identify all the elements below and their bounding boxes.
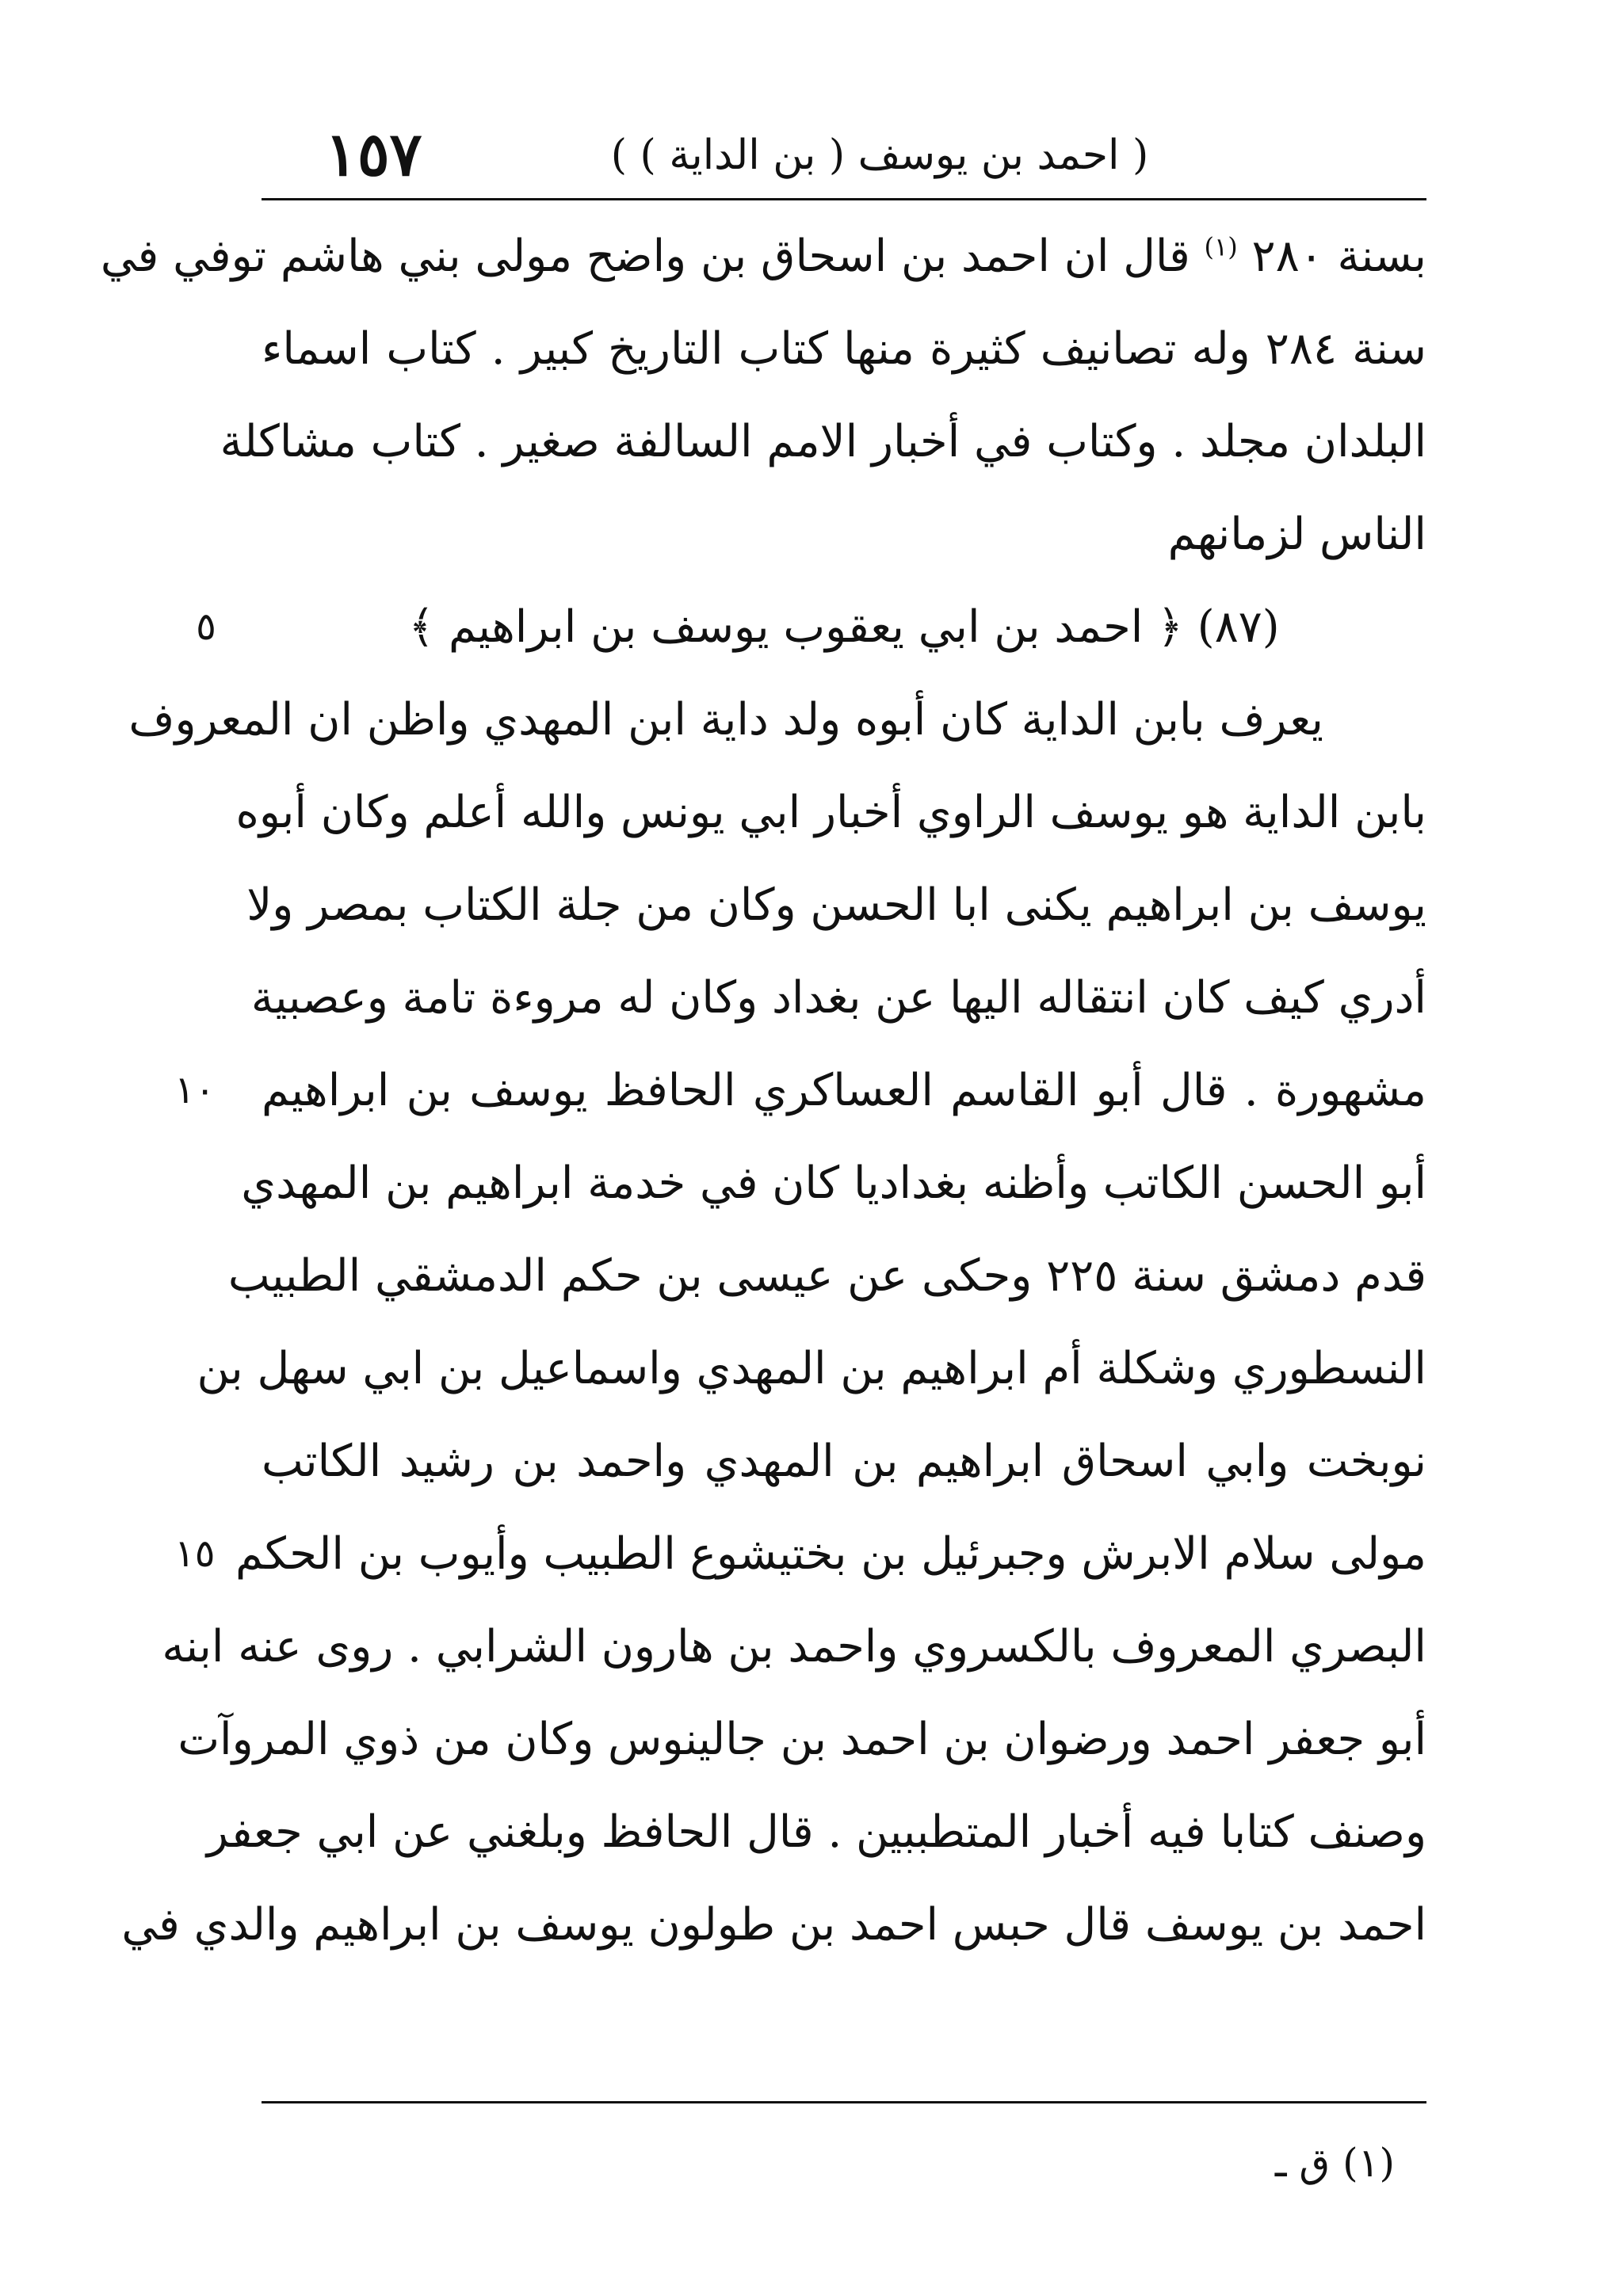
- line-text: يوسف بن ابراهيم يكنى ابا الحسن وكان من جلة الكتاب بمصر ولا: [246, 879, 1426, 931]
- body-text: [100, 210, 1426, 1971]
- entry-heading: [196, 581, 1426, 673]
- page-header: [262, 119, 1426, 190]
- header-rule: [262, 198, 1426, 200]
- line-text: يعرف بابن الداية كان أبوه ولد داية ابن المهدي واظن ان المعروف: [128, 694, 1323, 746]
- footnote: (١) ق ـ: [1274, 2140, 1395, 2186]
- text-line: [246, 859, 1426, 952]
- text-line: [262, 303, 1426, 395]
- line-text: الناس لزمانهم: [1167, 509, 1426, 560]
- line-text: (٨٧) ﴿ احمد بن ابي يعقوب يوسف بن ابراهيم ﴾: [408, 601, 1280, 653]
- text-line: [220, 395, 1426, 488]
- text-line: [128, 673, 1426, 766]
- line-text: بابن الداية هو يوسف الراوي أخبار ابي يونس والله أعلم وكان أبوه: [235, 787, 1426, 838]
- line-text: النسطوري وشكلة أم ابراهيم بن المهدي واسماعيل بن ابي سهل بن: [197, 1343, 1426, 1394]
- line-text: أبو جعفر احمد ورضوان بن احمد بن جالينوس وكان من ذوي المروآت: [178, 1714, 1426, 1765]
- line-text: البصري المعروف بالكسروي واحمد بن هارون الشرابي . روى عنه ابنه: [162, 1621, 1426, 1672]
- text-line: [262, 488, 1426, 581]
- line-text: قدم دمشق سنة ٢٢٥ وحكى عن عيسى بن حكم الدمشقي الطبيب: [227, 1250, 1426, 1302]
- line-text: مشهورة . قال أبو القاسم العساكري الحافظ يوسف بن ابراهيم: [262, 1065, 1426, 1116]
- line-text: أبو الحسن الكاتب وأظنه بغداديا كان في خدمة ابراهيم بن المهدي: [241, 1158, 1426, 1209]
- line-text: البلدان مجلد . وكتاب في أخبار الامم السالفة صغير . كتاب مشاكلة: [220, 416, 1426, 467]
- running-title: ( احمد بن يوسف ( بن الداية ) ): [610, 132, 1149, 179]
- line-text: نوبخت وابي اسحاق ابراهيم بن المهدي واحمد بن رشيد الكاتب: [262, 1436, 1426, 1487]
- text-line: [250, 952, 1426, 1044]
- footnote-rule: [262, 2101, 1426, 2103]
- text-line: [174, 1044, 1426, 1137]
- footnote-marker: (١): [1204, 231, 1238, 262]
- text-line: [206, 1786, 1426, 1878]
- text-line: [162, 1600, 1426, 1693]
- text-line: [227, 1230, 1426, 1322]
- line-number: ١٥: [174, 1531, 216, 1576]
- text-line: [197, 1322, 1426, 1415]
- text-line: [121, 1878, 1426, 1971]
- line-text: مولى سلام الابرش وجبرئيل بن بختيشوع الطبيب وأيوب بن الحكم: [235, 1528, 1426, 1580]
- text-line: [100, 210, 1426, 303]
- page-number: ١٥٧: [325, 119, 422, 189]
- line-text: وصنف كتابا فيه أخبار المتطببين . قال الحافظ وبلغني عن ابي جعفر: [206, 1806, 1426, 1858]
- line-text: بسنة ٢٨٠: [1237, 231, 1426, 282]
- text-line: [178, 1693, 1426, 1786]
- line-text: احمد بن يوسف قال حبس احمد بن طولون يوسف بن ابراهيم والدي في: [121, 1899, 1426, 1951]
- line-text-continued: قال ان احمد بن اسحاق بن واضح مولى بني هاشم توفي في: [100, 231, 1205, 282]
- text-line: [235, 766, 1426, 859]
- text-line: [174, 1508, 1426, 1600]
- line-text: سنة ٢٨٤ وله تصانيف كثيرة منها كتاب التاريخ كبير . كتاب اسماء: [262, 323, 1426, 375]
- text-line: [262, 1415, 1426, 1508]
- line-text: أدري كيف كان انتقاله اليها عن بغداد وكان له مروءة تامة وعصبية: [250, 972, 1426, 1024]
- text-line: [241, 1137, 1426, 1230]
- line-number: ٥: [196, 605, 216, 649]
- line-number: ١٠: [174, 1068, 216, 1112]
